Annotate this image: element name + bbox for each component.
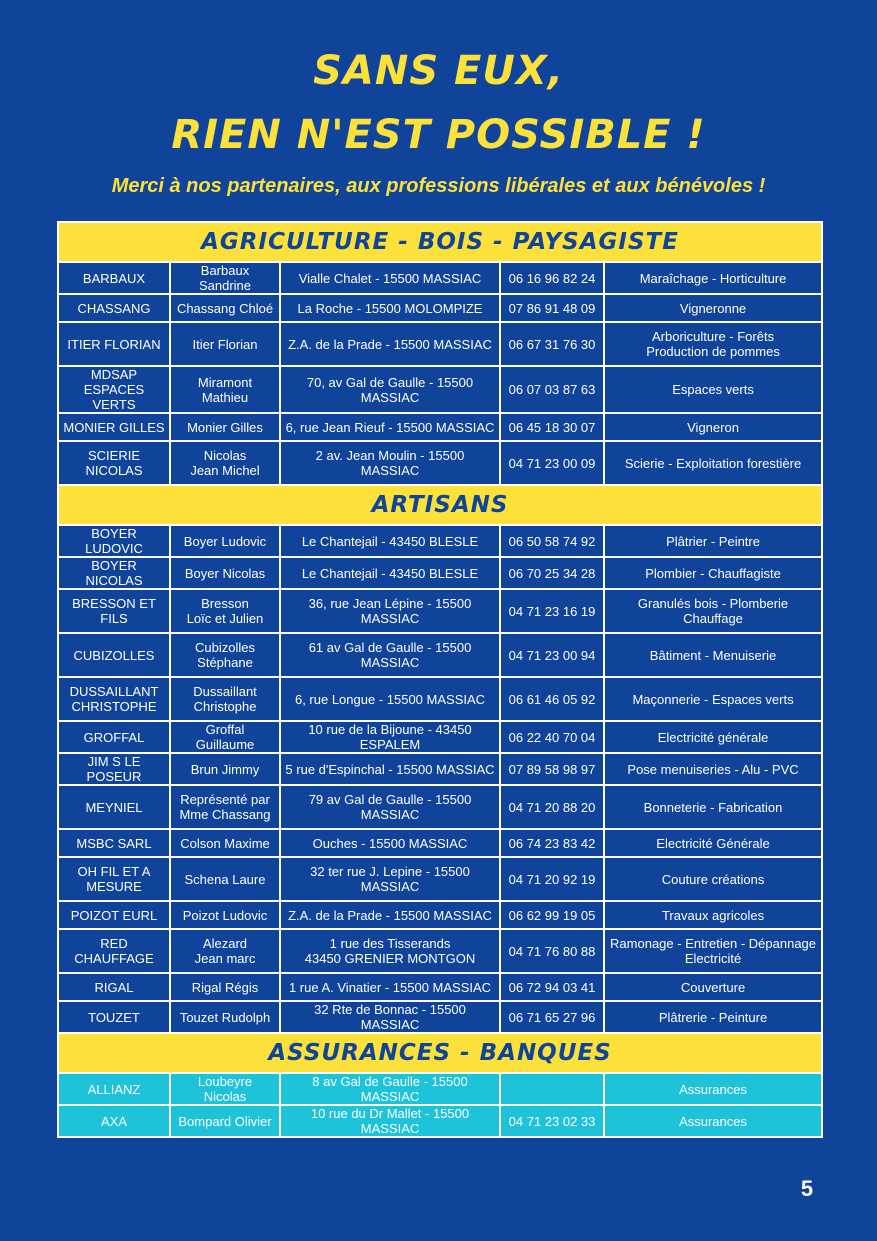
table-row [58, 589, 822, 633]
activity-cell: Granulés bois - Plomberie Chauffage [604, 589, 822, 633]
page-title-line1: SANS EUX, [313, 48, 564, 94]
contact-cell: Itier Florian [170, 322, 280, 366]
phone-cell: 04 71 20 92 19 [500, 857, 604, 901]
address-cell: Ouches - 15500 MASSIAC [280, 829, 500, 857]
activity-cell: Ramonage - Entretien - Dépannage Electricité [604, 929, 822, 973]
contact-cell: Touzet Rudolph [170, 1001, 280, 1033]
contact-cell: Poizot Ludovic [170, 901, 280, 929]
phone-cell: 06 50 58 74 92 [500, 525, 604, 557]
address-cell: Le Chantejail - 43450 BLESLE [280, 557, 500, 589]
address-cell: Z.A. de la Prade - 15500 MASSIAC [280, 322, 500, 366]
contact-cell: Nicolas Jean Michel [170, 441, 280, 485]
activity-cell: Arboriculture - Forêts Production de pommes [604, 322, 822, 366]
section-title: ARTISANS [58, 485, 822, 525]
table-row [58, 525, 822, 557]
phone-cell: 06 22 40 70 04 [500, 721, 604, 753]
phone-cell: 06 72 94 03 41 [500, 973, 604, 1001]
company-cell: BOYER NICOLAS [58, 557, 170, 589]
phone-cell: 06 07 03 87 63 [500, 366, 604, 413]
activity-cell: Maraîchage - Horticulture [604, 262, 822, 294]
company-cell: BOYER LUDOVIC [58, 525, 170, 557]
address-cell: 10 rue de la Bijoune - 43450 ESPALEM [280, 721, 500, 753]
address-cell: Vialle Chalet - 15500 MASSIAC [280, 262, 500, 294]
address-cell: 36, rue Jean Lépine - 15500 MASSIAC [280, 589, 500, 633]
contact-cell: Loubeyre Nicolas [170, 1073, 280, 1105]
table-row [58, 929, 822, 973]
activity-cell: Electricité Générale [604, 829, 822, 857]
table-row [58, 721, 822, 753]
table-row [58, 973, 822, 1001]
address-cell: 32 ter rue J. Lepine - 15500 MASSIAC [280, 857, 500, 901]
contact-cell: Groffal Guillaume [170, 721, 280, 753]
activity-cell: Bâtiment - Menuiserie [604, 633, 822, 677]
company-cell: RIGAL [58, 973, 170, 1001]
activity-cell: Pose menuiseries - Alu - PVC [604, 753, 822, 785]
contact-cell: Représenté par Mme Chassang [170, 785, 280, 829]
activity-cell: Vigneronne [604, 294, 822, 322]
contact-cell: Bresson Loïc et Julien [170, 589, 280, 633]
company-cell: RED CHAUFFAGE [58, 929, 170, 973]
table-row [58, 633, 822, 677]
page-title-line2: RIEN N'EST POSSIBLE ! [171, 112, 706, 158]
address-cell: 61 av Gal de Gaulle - 15500 MASSIAC [280, 633, 500, 677]
table-row [58, 753, 822, 785]
contact-cell: Rigal Régis [170, 973, 280, 1001]
company-cell: GROFFAL [58, 721, 170, 753]
phone-cell: 06 61 46 05 92 [500, 677, 604, 721]
company-cell: BRESSON ET FILS [58, 589, 170, 633]
company-cell: CUBIZOLLES [58, 633, 170, 677]
activity-cell: Bonneterie - Fabrication [604, 785, 822, 829]
company-cell: AXA [58, 1105, 170, 1137]
address-cell: 1 rue A. Vinatier - 15500 MASSIAC [280, 973, 500, 1001]
phone-cell: 06 70 25 34 28 [500, 557, 604, 589]
section-header-row [58, 1033, 822, 1073]
table-row [58, 366, 822, 413]
contact-cell: Colson Maxime [170, 829, 280, 857]
activity-cell: Couverture [604, 973, 822, 1001]
company-cell: MONIER GILLES [58, 413, 170, 441]
company-cell: MEYNIEL [58, 785, 170, 829]
activity-cell: Plâtrerie - Peinture [604, 1001, 822, 1033]
company-cell: ALLIANZ [58, 1073, 170, 1105]
contact-cell: Bompard Olivier [170, 1105, 280, 1137]
address-cell: 10 rue du Dr Mallet - 15500 MASSIAC [280, 1105, 500, 1137]
activity-cell: Couture créations [604, 857, 822, 901]
phone-cell: 04 71 23 00 09 [500, 441, 604, 485]
company-cell: BARBAUX [58, 262, 170, 294]
contact-cell: Miramont Mathieu [170, 366, 280, 413]
activity-cell: Scierie - Exploitation forestière [604, 441, 822, 485]
company-cell: OH FIL ET A MESURE [58, 857, 170, 901]
table-row [58, 829, 822, 857]
phone-cell: 07 86 91 48 09 [500, 294, 604, 322]
company-cell: MSBC SARL [58, 829, 170, 857]
company-cell: JIM S LE POSEUR [58, 753, 170, 785]
phone-cell: 06 62 99 19 05 [500, 901, 604, 929]
table-row [58, 1073, 822, 1105]
address-cell: La Roche - 15500 MOLOMPIZE [280, 294, 500, 322]
phone-cell: 04 71 23 00 94 [500, 633, 604, 677]
table-row [58, 262, 822, 294]
company-cell: POIZOT EURL [58, 901, 170, 929]
section-title: ASSURANCES - BANQUES [58, 1033, 822, 1073]
contact-cell: Schena Laure [170, 857, 280, 901]
section-title: AGRICULTURE - BOIS - PAYSAGISTE [58, 222, 822, 262]
address-cell: 70, av Gal de Gaulle - 15500 MASSIAC [280, 366, 500, 413]
address-cell: 6, rue Longue - 15500 MASSIAC [280, 677, 500, 721]
phone-cell: 04 71 23 02 33 [500, 1105, 604, 1137]
phone-cell: 06 16 96 82 24 [500, 262, 604, 294]
contact-cell: Cubizolles Stéphane [170, 633, 280, 677]
address-cell: Z.A. de la Prade - 15500 MASSIAC [280, 901, 500, 929]
company-cell: MDSAP ESPACES VERTS [58, 366, 170, 413]
phone-cell: 04 71 76 80 88 [500, 929, 604, 973]
table-row [58, 294, 822, 322]
phone-cell: 04 71 20 88 20 [500, 785, 604, 829]
company-cell: ITIER FLORIAN [58, 322, 170, 366]
contact-cell: Chassang Chloé [170, 294, 280, 322]
table-row [58, 441, 822, 485]
partners-directory-table [57, 221, 823, 1138]
phone-cell: 07 89 58 98 97 [500, 753, 604, 785]
activity-cell: Vigneron [604, 413, 822, 441]
activity-cell: Plâtrier - Peintre [604, 525, 822, 557]
contact-cell: Barbaux Sandrine [170, 262, 280, 294]
activity-cell: Electricité générale [604, 721, 822, 753]
address-cell: 1 rue des Tisserands 43450 GRENIER MONTGON [280, 929, 500, 973]
address-cell: 32 Rte de Bonnac - 15500 MASSIAC [280, 1001, 500, 1033]
activity-cell: Travaux agricoles [604, 901, 822, 929]
contact-cell: Dussaillant Christophe [170, 677, 280, 721]
activity-cell: Espaces verts [604, 366, 822, 413]
activity-cell: Assurances [604, 1105, 822, 1137]
section-header-row [58, 485, 822, 525]
phone-cell [500, 1073, 604, 1105]
phone-cell: 06 45 18 30 07 [500, 413, 604, 441]
phone-cell: 06 67 31 76 30 [500, 322, 604, 366]
company-cell: DUSSAILLANT CHRISTOPHE [58, 677, 170, 721]
table-row [58, 322, 822, 366]
page-subtitle: Merci à nos partenaires, aux professions libérales et aux bénévoles ! [111, 175, 766, 197]
activity-cell: Plombier - Chauffagiste [604, 557, 822, 589]
phone-cell: 06 71 65 27 96 [500, 1001, 604, 1033]
contact-cell: Brun Jimmy [170, 753, 280, 785]
table-row [58, 857, 822, 901]
table-row [58, 413, 822, 441]
activity-cell: Assurances [604, 1073, 822, 1105]
address-cell: 8 av Gal de Gaulle - 15500 MASSIAC [280, 1073, 500, 1105]
contact-cell: Boyer Nicolas [170, 557, 280, 589]
table-row [58, 785, 822, 829]
table-row [58, 677, 822, 721]
table-row [58, 901, 822, 929]
section-header-row [58, 222, 822, 262]
company-cell: SCIERIE NICOLAS [58, 441, 170, 485]
company-cell: TOUZET [58, 1001, 170, 1033]
address-cell: 6, rue Jean Rieuf - 15500 MASSIAC [280, 413, 500, 441]
address-cell: 5 rue d'Espinchal - 15500 MASSIAC [280, 753, 500, 785]
table-row [58, 1001, 822, 1033]
table-row [58, 1105, 822, 1137]
page-number: 5 [800, 1176, 814, 1201]
phone-cell: 04 71 23 16 19 [500, 589, 604, 633]
address-cell: 2 av. Jean Moulin - 15500 MASSIAC [280, 441, 500, 485]
contact-cell: Monier Gilles [170, 413, 280, 441]
contact-cell: Alezard Jean marc [170, 929, 280, 973]
activity-cell: Maçonnerie - Espaces verts [604, 677, 822, 721]
phone-cell: 06 74 23 83 42 [500, 829, 604, 857]
company-cell: CHASSANG [58, 294, 170, 322]
contact-cell: Boyer Ludovic [170, 525, 280, 557]
table-row [58, 557, 822, 589]
address-cell: Le Chantejail - 43450 BLESLE [280, 525, 500, 557]
address-cell: 79 av Gal de Gaulle - 15500 MASSIAC [280, 785, 500, 829]
